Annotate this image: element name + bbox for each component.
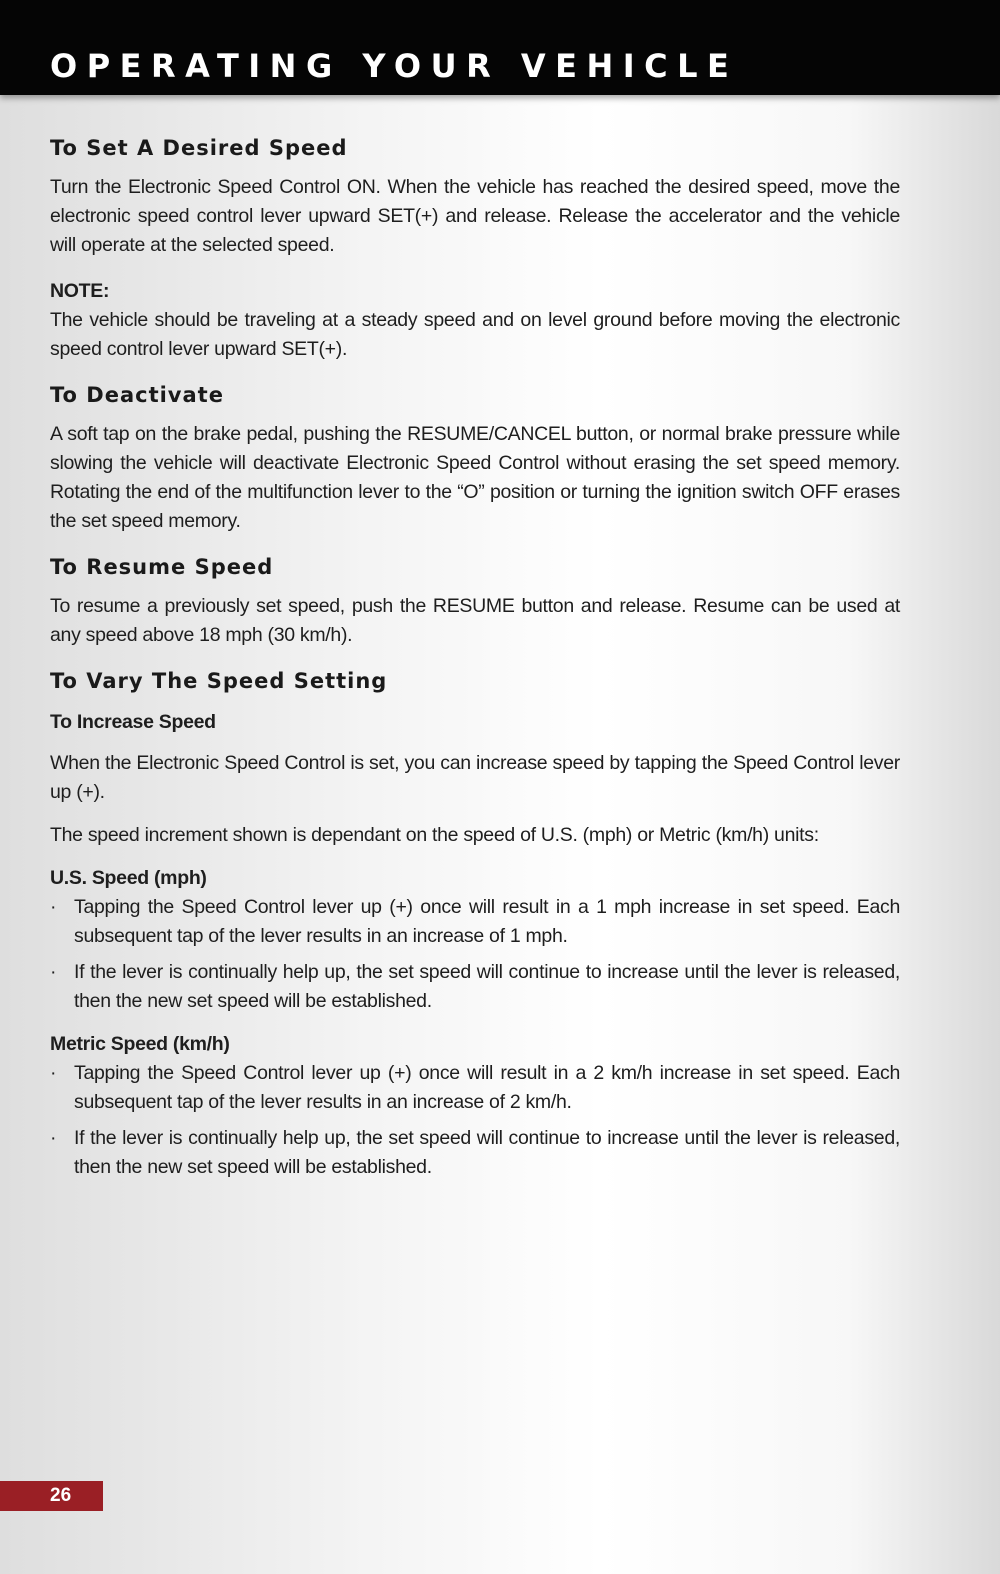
subheading-increase-speed: To Increase Speed — [50, 711, 216, 733]
bullet-icon: · — [50, 1127, 57, 1149]
paragraph-deactivate: A soft tap on the brake pedal, pushing the RESUME/CANCEL button, or normal brake pressure while slowing the vehicle will deactivate Electronic Speed Control without erasing the set speed memory. Rotating the end of the multifunction lever to the “O” position or turning the ignition switch OFF erases the set speed memory. — [50, 423, 900, 532]
chapter-title: OPERATING YOUR VEHICLE — [50, 47, 739, 85]
page-number-tab — [0, 1481, 103, 1511]
page-header — [0, 0, 1000, 95]
list-item — [50, 958, 900, 1016]
subheading-metric-speed: Metric Speed (km/h) — [50, 1033, 230, 1055]
list-item-text: If the lever is continually help up, the set speed will continue to increase until the lever is released, then the new set speed will be established. — [74, 961, 900, 1012]
paragraph-speed-increment: The speed increment shown is dependant on the speed of U.S. (mph) or Metric (km/h) units: — [50, 824, 819, 846]
heading-vary-speed-setting: To Vary The Speed Setting — [50, 669, 388, 693]
section-vary-speed-setting — [50, 666, 900, 1182]
paragraph-set-desired-speed: Turn the Electronic Speed Control ON. When the vehicle has reached the desired speed, move the electronic speed control lever upward SET(+) and release. Release the accelerator and the vehicle will operate at the selected speed. — [50, 176, 900, 256]
bullet-icon: · — [50, 961, 57, 983]
heading-deactivate: To Deactivate — [50, 383, 224, 407]
bullet-icon: · — [50, 896, 57, 918]
note-text: The vehicle should be traveling at a steady speed and on level ground before moving the electronic speed control lever upward SET(+). — [50, 309, 900, 360]
list-item — [50, 1059, 900, 1117]
list-item — [50, 1124, 900, 1182]
metric-speed-list — [50, 1059, 900, 1182]
section-deactivate — [50, 380, 900, 536]
page-number: 26 — [50, 1485, 72, 1506]
us-speed-list — [50, 893, 900, 1016]
heading-set-desired-speed: To Set A Desired Speed — [50, 136, 348, 160]
bullet-icon: · — [50, 1062, 57, 1084]
section-resume-speed — [50, 552, 900, 650]
list-item-text: If the lever is continually help up, the set speed will continue to increase until the lever is released, then the new set speed will be established. — [74, 1127, 900, 1178]
list-item — [50, 893, 900, 951]
paragraph-resume-speed: To resume a previously set speed, push the RESUME button and release. Resume can be used at any speed above 18 mph (30 km/h). — [50, 595, 900, 646]
note-label: NOTE: — [50, 280, 110, 302]
subheading-us-speed: U.S. Speed (mph) — [50, 867, 207, 889]
list-item-text: Tapping the Speed Control lever up (+) once will result in a 2 km/h increase in set speed. Each subsequent tap of the lever results in an increase of 2 km/h. — [74, 1062, 900, 1113]
list-item-text: Tapping the Speed Control lever up (+) once will result in a 1 mph increase in set speed. Each subsequent tap of the lever results in an increase of 1 mph. — [74, 896, 900, 947]
page-content — [50, 133, 900, 1182]
heading-resume-speed: To Resume Speed — [50, 555, 274, 579]
paragraph-increase-speed: When the Electronic Speed Control is set, you can increase speed by tapping the Speed Control lever up (+). — [50, 752, 900, 803]
section-set-desired-speed — [50, 133, 900, 364]
